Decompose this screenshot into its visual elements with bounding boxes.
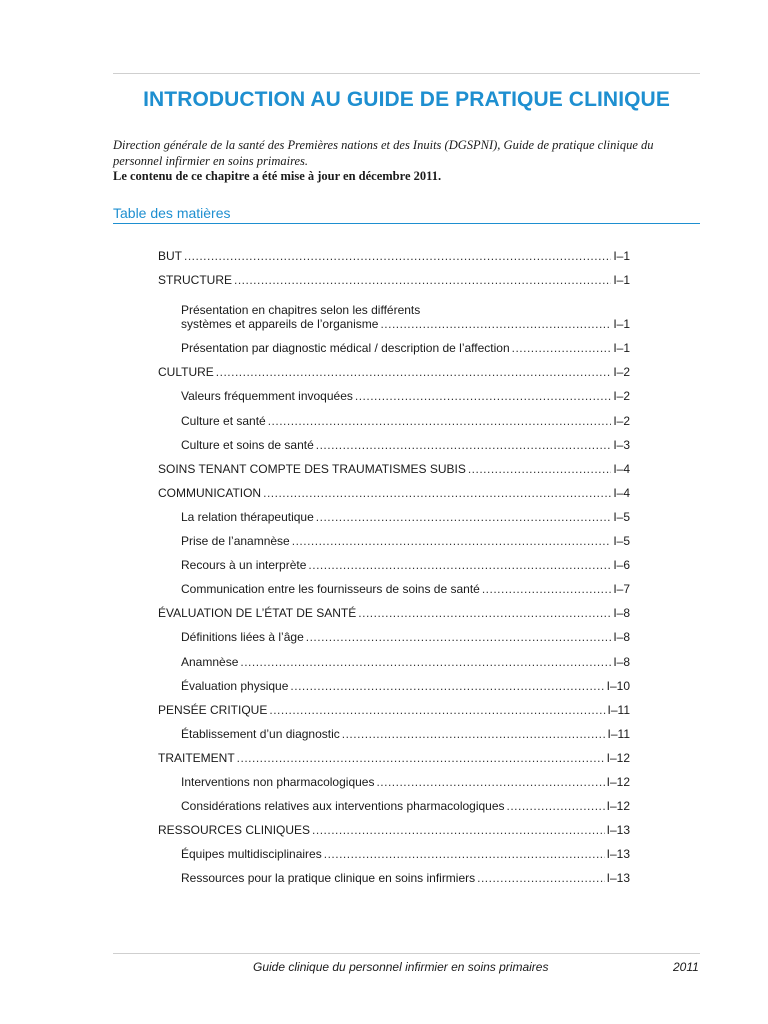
toc-entry-label-line2: systèmes et appareils de l’organisme [181,317,379,332]
toc-entry-evaluation-physique[interactable] [181,669,630,693]
toc-entry-label-line1: Présentation en chapitres selon les différents [181,303,421,318]
toc-leader-dots [290,679,604,693]
toc-entry-ressources[interactable] [158,813,630,837]
toc-entry-label: Interventions non pharmacologiques [181,774,375,789]
footer-title: Guide clinique du personnel infirmier en soins primaires [253,960,549,974]
toc-entry-page: I–11 [607,726,630,741]
toc-entry-label: Anamnèse [181,654,239,669]
toc-entry-culture-sante[interactable] [181,403,630,427]
toc-entry-label: Prise de l’anamnèse [181,534,290,549]
toc-entry-presentation-chapitres[interactable] [181,287,630,331]
toc-entry-page: I–1 [613,273,630,288]
toc-leader-dots [312,823,605,837]
toc-entry-culture[interactable] [158,355,630,379]
top-divider [113,73,700,74]
toc-leader-dots [269,703,605,717]
toc-entry-but[interactable] [158,239,630,263]
toc-entry-anamnese[interactable] [181,644,630,668]
toc-entry-page: I–8 [613,606,630,621]
toc-entry-label: Définitions liées à l’âge [181,630,304,645]
toc-entry-communication[interactable] [158,476,630,500]
toc-divider [113,223,700,224]
toc-entry-interprete[interactable] [181,548,630,572]
toc-entry-page: I–2 [613,389,630,404]
toc-entry-page: I–10 [606,678,630,693]
toc-entry-label: Communication entre les fournisseurs de soins de santé [181,582,480,597]
toc-entry-label: PENSÉE CRITIQUE [158,702,268,717]
toc-leader-dots [306,630,612,644]
toc-entry-page: I–12 [606,750,630,765]
toc-entry-page: I–13 [606,871,630,886]
toc-entry-label: ÉVALUATION DE L’ÉTAT DE SANTÉ [158,606,357,621]
toc-leader-dots [240,655,611,669]
toc-entry-label: CULTURE [158,365,214,380]
toc-leader-dots [263,486,611,500]
toc-leader-dots [512,341,612,355]
toc-entry-evaluation[interactable] [158,596,630,620]
toc-leader-dots [316,510,612,524]
toc-entry-definitions[interactable] [181,620,630,644]
toc-entry-label: Considérations relatives aux interventions pharmacologiques [181,799,505,814]
toc-entry-label: Culture et santé [181,413,266,428]
toc-leader-dots [468,462,611,476]
toc-entry-page: I–5 [613,509,630,524]
toc-leader-dots [507,799,605,813]
toc-entry-page: I–2 [613,365,630,380]
toc-entry-prise-anamnese[interactable] [181,524,630,548]
toc-entry-label: Valeurs fréquemment invoquées [181,389,353,404]
toc-entry-label: BUT [158,249,182,264]
toc-leader-dots [324,847,605,861]
toc-entry-label: La relation thérapeutique [181,509,314,524]
toc-entry-label: Évaluation physique [181,678,289,693]
toc-entry-label: STRUCTURE [158,273,232,288]
toc-entry-label: Recours à un interprète [181,558,307,573]
toc-entry-diagnostic[interactable] [181,717,630,741]
toc-entry-valeurs[interactable] [181,379,630,403]
toc-entry-fournisseurs[interactable] [181,572,630,596]
toc-leader-dots [355,389,611,403]
toc-entry-page: I–11 [607,702,630,717]
toc-entry-traitement[interactable] [158,741,630,765]
toc-entry-page: I–12 [606,774,630,789]
footer-divider [113,953,700,954]
toc-entry-page: I–2 [613,413,630,428]
toc-leader-dots [184,249,611,263]
toc-entry-page: I–13 [606,847,630,862]
toc-entry-label: SOINS TENANT COMPTE DES TRAUMATISMES SUBIS [158,461,466,476]
toc-entry-line2 [181,317,630,331]
toc-entry-page: I–5 [613,534,630,549]
toc-entry-culture-soins[interactable] [181,428,630,452]
toc-entry-label: Établissement d’un diagnostic [181,726,340,741]
toc-entry-page: I–7 [613,582,630,597]
toc-entry-label: Ressources pour la pratique clinique en soins infirmiers [181,871,476,886]
toc-leader-dots [316,438,612,452]
toc-entry-page: I–1 [613,341,630,356]
toc-entry-pharmaco[interactable] [181,789,630,813]
intro-description: Direction générale de la santé des Premières nations et des Inuits (DGSPNI), Guide de pratique clinique du personnel infirmier en soins primaires. [113,138,654,168]
toc-entry-page: I–1 [613,317,630,332]
toc-entry-page: I–4 [613,485,630,500]
intro-updated-note: Le contenu de ce chapitre a été mise à jour en décembre 2011. [113,169,442,183]
toc-leader-dots [482,582,611,596]
toc-entry-page: I–12 [606,799,630,814]
toc-entry-page: I–13 [606,823,630,838]
toc-entry-structure[interactable] [158,263,630,287]
toc-entry-ressources-pratique[interactable] [181,861,630,885]
toc-leader-dots [380,317,611,331]
toc-entry-label: COMMUNICATION [158,485,262,500]
toc-entry-label: Équipes multidisciplinaires [181,847,322,862]
page-title: INTRODUCTION AU GUIDE DE PRATIQUE CLINIQUE [143,88,670,111]
toc-entry-traumatismes[interactable] [158,452,630,476]
toc-leader-dots [376,775,604,789]
toc-leader-dots [216,365,612,379]
toc-entry-equipes[interactable] [181,837,630,861]
toc-leader-dots [292,534,612,548]
toc-leader-dots [358,606,611,620]
toc-entry-label: TRAITEMENT [158,750,235,765]
toc-leader-dots [237,751,605,765]
toc-leader-dots [268,414,612,428]
toc-entry-page: I–4 [613,461,630,476]
toc-entry-page: I–1 [613,249,630,264]
toc-entry-page: I–8 [613,630,630,645]
toc-entry-non-pharmaco[interactable] [181,765,630,789]
toc-entry-page: I–6 [613,558,630,573]
toc-heading: Table des matières [113,205,231,221]
toc-entry-page: I–8 [613,654,630,669]
toc-entry-pensee-critique[interactable] [158,693,630,717]
toc-leader-dots [308,558,611,572]
footer-year: 2011 [673,960,699,974]
toc-leader-dots [342,727,606,741]
table-of-contents [0,239,768,885]
toc-entry-label: RESSOURCES CLINIQUES [158,823,311,838]
toc-leader-dots [477,871,605,885]
toc-entry-page: I–3 [613,437,630,452]
toc-entry-label: Présentation par diagnostic médical / description de l’affection [181,341,510,356]
toc-leader-dots [234,273,611,287]
intro-block [113,138,700,185]
toc-entry-presentation-diagnostic[interactable] [181,331,630,355]
toc-entry-label: Culture et soins de santé [181,437,314,452]
toc-entry-relation[interactable] [181,500,630,524]
